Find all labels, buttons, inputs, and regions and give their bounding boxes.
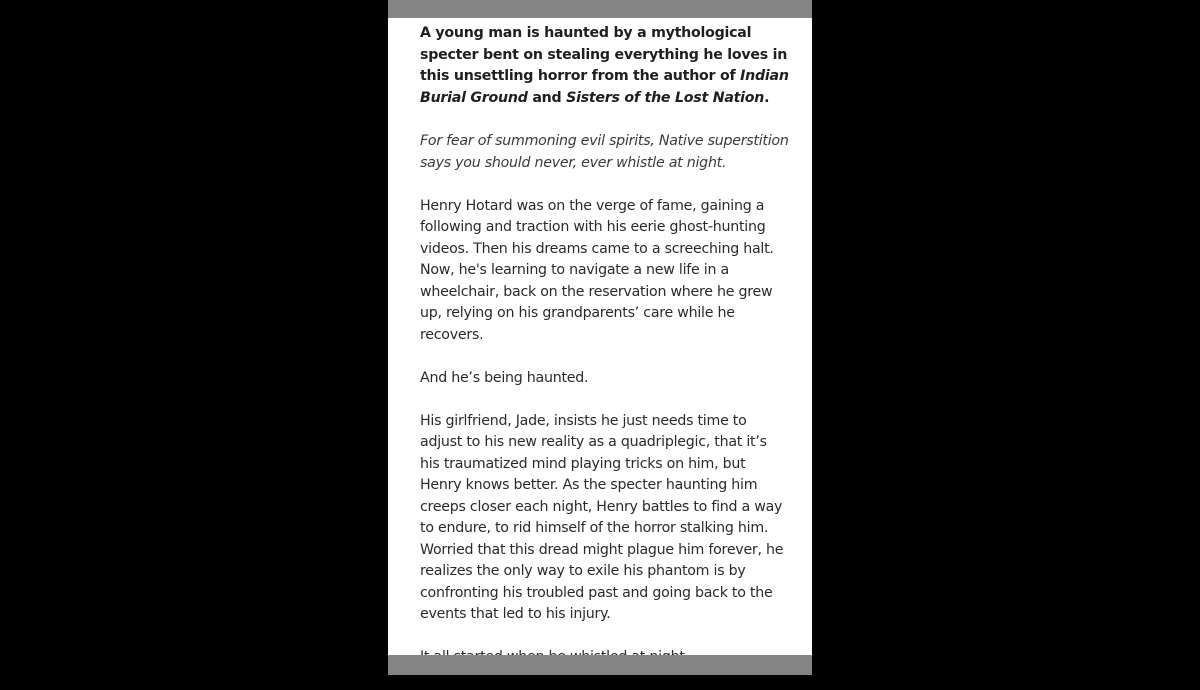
- book-title-indian-burial-ground: Indian Burial Ground: [420, 68, 789, 106]
- intro-text: A young man is haunted by a mythological specter bent on stealing everything he loves in this unsettling horror from the author of: [420, 25, 788, 84]
- epigraph-paragraph: For fear of summoning evil spirits, Native superstition says you should never, ever whistle at night.: [420, 133, 789, 171]
- bottom-scroll-bar: [388, 655, 812, 675]
- book-description[interactable]: [420, 23, 790, 690]
- intro-and: and: [527, 89, 567, 106]
- body-paragraph-3: His girlfriend, Jade, insists he just needs time to adjust to his new reality as a quadriplegic, that it’s his traumatized mind playing tricks on him, but Henry knows better. As the specter haunting him creeps closer each night, Henry battles to find a way to endure, to rid himself of the horror stalking him. Worried that this dread might plague him forever, he realizes the only way to exile his phantom is by confronting his troubled past and going back to the events that led to his injury.: [420, 412, 784, 622]
- body-paragraph-1: Henry Hotard was on the verge of fame, gaining a following and traction with his eerie ghost-hunting videos. Then his dreams came to a screeching halt. Now, he's learning to navigate a new life in a wheelchair, back on the reservation where he grew up, relying on his grandparents’ care while he recovers.: [420, 197, 774, 343]
- intro-paragraph: [420, 23, 790, 109]
- intro-period: .: [764, 89, 770, 106]
- body-paragraph-2: And he’s being haunted.: [420, 369, 589, 386]
- document-page: [388, 0, 812, 675]
- book-title-sisters-of-the-lost-nation: Sisters of the Lost Nation: [566, 89, 765, 106]
- top-scroll-bar: [388, 0, 812, 18]
